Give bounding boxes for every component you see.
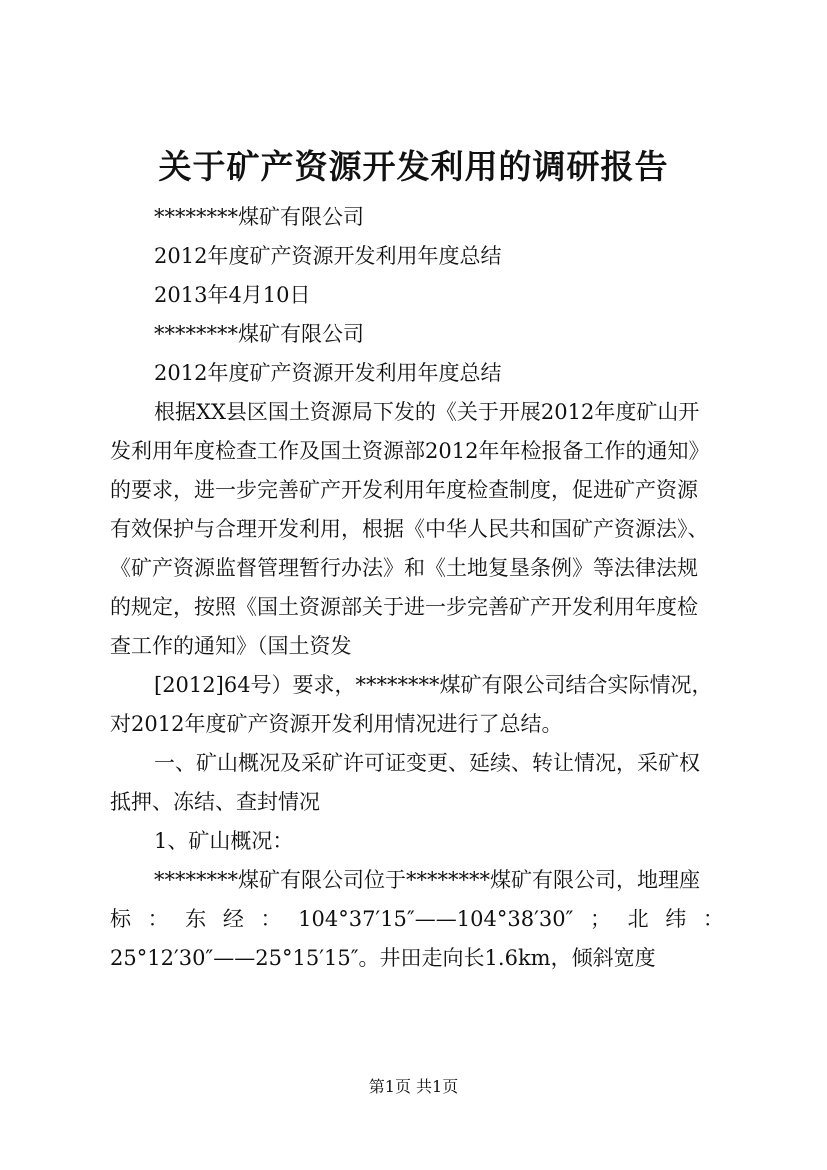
paragraph-line: [2012]64号）要求，********煤矿有限公司结合实际情况，: [154, 673, 713, 697]
coordinates-part: ；: [590, 907, 612, 931]
page-footer: 第1页 共1页: [368, 1077, 459, 1096]
paragraph-line: 发利用年度检查工作及国土资源部2012年年检报备工作的通知》: [110, 439, 710, 463]
coordinates-part: 纬: [665, 907, 687, 931]
coordinates-part: 东: [185, 907, 207, 931]
coordinates-part: ：: [260, 907, 282, 931]
coordinates-part: 经: [222, 907, 244, 931]
paragraph-line: 对2012年度矿产资源开发利用情况进行了总结。: [110, 712, 563, 736]
paragraph-line: 有效保护与合理开发利用，根据《中华人民共和国矿产资源法》、: [110, 517, 709, 541]
company-name-line: ********煤矿有限公司: [154, 205, 364, 229]
section-heading-line: 一、矿山概况及采矿许可证变更、延续、转让情况，采矿权: [154, 751, 700, 775]
coordinates-part: ：: [147, 907, 169, 931]
section-heading-line: 抵押、冻结、查封情况: [110, 790, 320, 814]
coordinates-line: [110, 900, 724, 939]
document-body: [110, 198, 730, 978]
paragraph-line: ********煤矿有限公司位于********煤矿有限公司，地理座: [154, 868, 700, 892]
coordinates-part: ：: [702, 907, 724, 931]
coordinates-part: 标: [110, 907, 131, 931]
paragraph-line: 查工作的通知》（国土资发: [110, 634, 352, 658]
document-title: 关于矿产资源开发利用的调研报告: [158, 147, 669, 186]
paragraph-line: 25°12′30″——25°15′15″。井田走向长1.6km，倾斜宽度: [110, 946, 656, 970]
summary-title-line-2: 2012年度矿产资源开发利用年度总结: [154, 361, 502, 385]
paragraph-line: 的要求，进一步完善矿产开发利用年度检查制度，促进矿产资源: [110, 478, 698, 502]
summary-title-line: 2012年度矿产资源开发利用年度总结: [154, 244, 502, 268]
coordinates-part: 104°37′15″——104°38′30″: [298, 907, 574, 931]
coordinates-part: 北: [627, 907, 649, 931]
paragraph-line: 《矿产资源监督管理暂行办法》和《土地复垦条例》等法律法规: [110, 556, 698, 580]
paragraph-line: 根据XX县区国土资源局下发的《关于开展2012年度矿山开: [154, 400, 700, 424]
paragraph-line: 的规定，按照《国土资源部关于进一步完善矿产开发利用年度检: [110, 595, 698, 619]
date-line: 2013年4月10日: [154, 283, 311, 307]
company-name-line-2: ********煤矿有限公司: [154, 322, 364, 346]
subsection-heading-line: 1、矿山概况：: [154, 829, 294, 853]
